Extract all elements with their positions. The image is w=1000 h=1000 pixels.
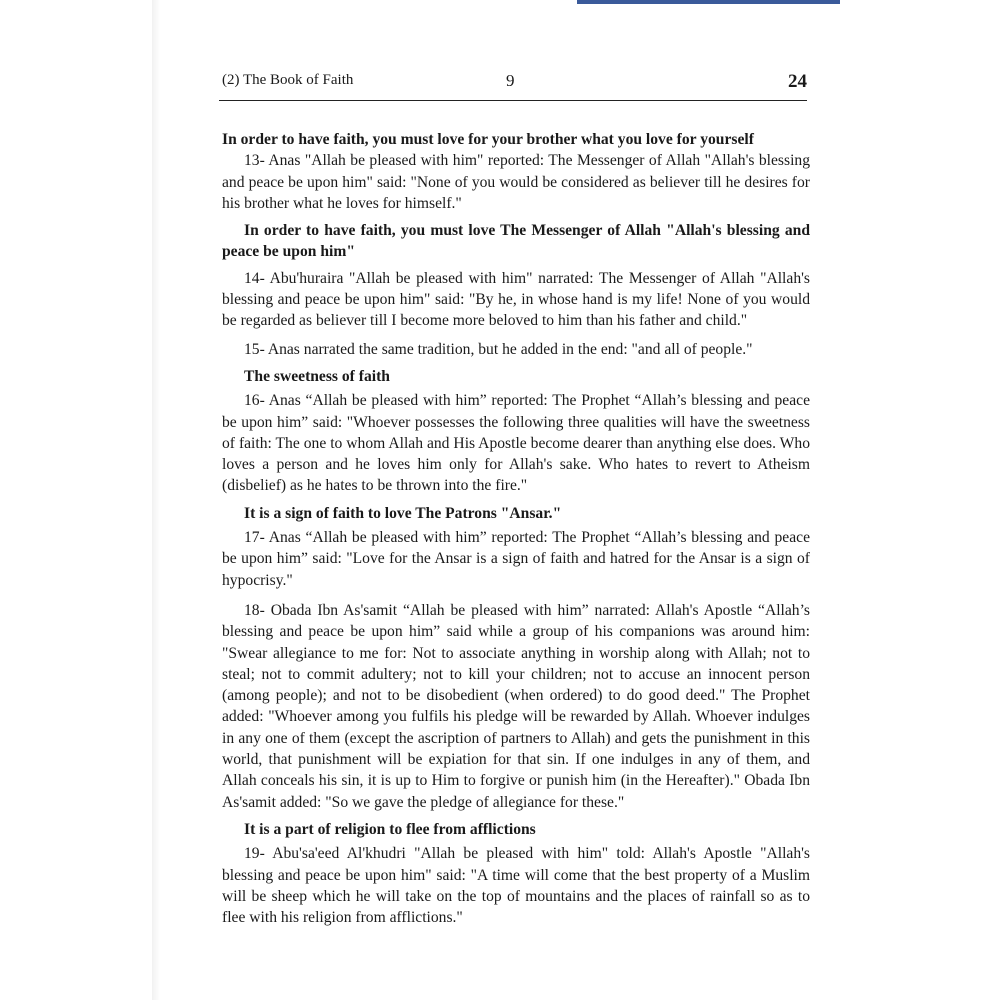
heading-sweetness-of-faith: The sweetness of faith — [244, 367, 390, 385]
hadith-19: 19- Abu'sa'eed Al'khudri "Allah be pleased with him" told: Allah's Apostle "Allah's blessing and peace be upon him" said: "A time will come that the best property of a Muslim will be sheep which he will take on the top of mountains and the places of rainfall so as to flee with his religion from afflictions." — [222, 845, 810, 927]
heading-love-brother: In order to have faith, you must love for your brother what you love for yourself — [222, 131, 754, 148]
page-number: 24 — [788, 71, 807, 92]
hadith-17: 17- Anas “Allah be pleased with him” reported: The Prophet “Allah’s blessing and peace be upon him” said: "Love for the Ansar is a sign of faith and hatred for the Ansar is a sign of hypocrisy." — [222, 529, 810, 589]
heading-love-messenger: In order to have faith, you must love The Messenger of Allah "Allah's blessing and peace be upon him" — [222, 222, 810, 261]
hadith-13: 13- Anas "Allah be pleased with him" reported: The Messenger of Allah "Allah's blessing and peace be upon him" said: "None of you would be considered as believer till he desires for his brother what he loves for himself." — [222, 152, 810, 212]
page-edge-shadow — [152, 0, 160, 1000]
hadith-16: 16- Anas “Allah be pleased with him” reported: The Prophet “Allah’s blessing and peace be upon him” said: "Whoever possesses the following three qualities will have the sweetness of faith: The one to whom Allah and His Apostle become dearer than anything else does. Who loves a person and he loves him only for Allah's sake. Who hates to revert to Atheism (disbelief) as he hates to be thrown into the fire." — [222, 392, 810, 495]
page-body — [222, 129, 810, 934]
hadith-15: 15- Anas narrated the same tradition, but he added in the end: "and all of people." — [244, 340, 753, 358]
page-header — [219, 64, 807, 101]
section-number: 9 — [506, 71, 515, 90]
top-border-accent — [577, 0, 840, 4]
heading-flee-afflictions: It is a part of religion to flee from afflictions — [244, 820, 536, 838]
hadith-18: 18- Obada Ibn As'samit “Allah be pleased with him” narrated: Allah's Apostle “Allah’s blessing and peace be upon him” said while a group of his companions was around him: "Swear allegiance to me for: Not to associate anything in worship along with Allah; not to steal; not to commit adultery; not to kill your children; not to accuse an innocent person (among people); and not to be disobedient (when ordered) to do good deed." The Prophet added: "Whoever among you fulfils his pledge will be rewarded by Allah. Whoever indulges in any one of them (except the ascription of partners to Allah) and gets the punishment in this world, that punishment will be expiation for that sin. If one indulges in any of them, and Allah conceals his sin, it is up to Him to forgive or punish him (in the Hereafter)." Obada Ibn As'samit added: "So we gave the pledge of allegiance for these." — [222, 601, 810, 811]
heading-love-ansar: It is a sign of faith to love The Patrons "Ansar." — [244, 504, 562, 522]
chapter-title: (2) The Book of Faith — [222, 72, 354, 88]
hadith-14: 14- Abu'huraira "Allah be pleased with him" narrated: The Messenger of Allah "Allah's blessing and peace be upon him" said: "By he, in whose hand is my life! None of you would be regarded as believer till I become more beloved to him than his father and child." — [222, 269, 810, 330]
